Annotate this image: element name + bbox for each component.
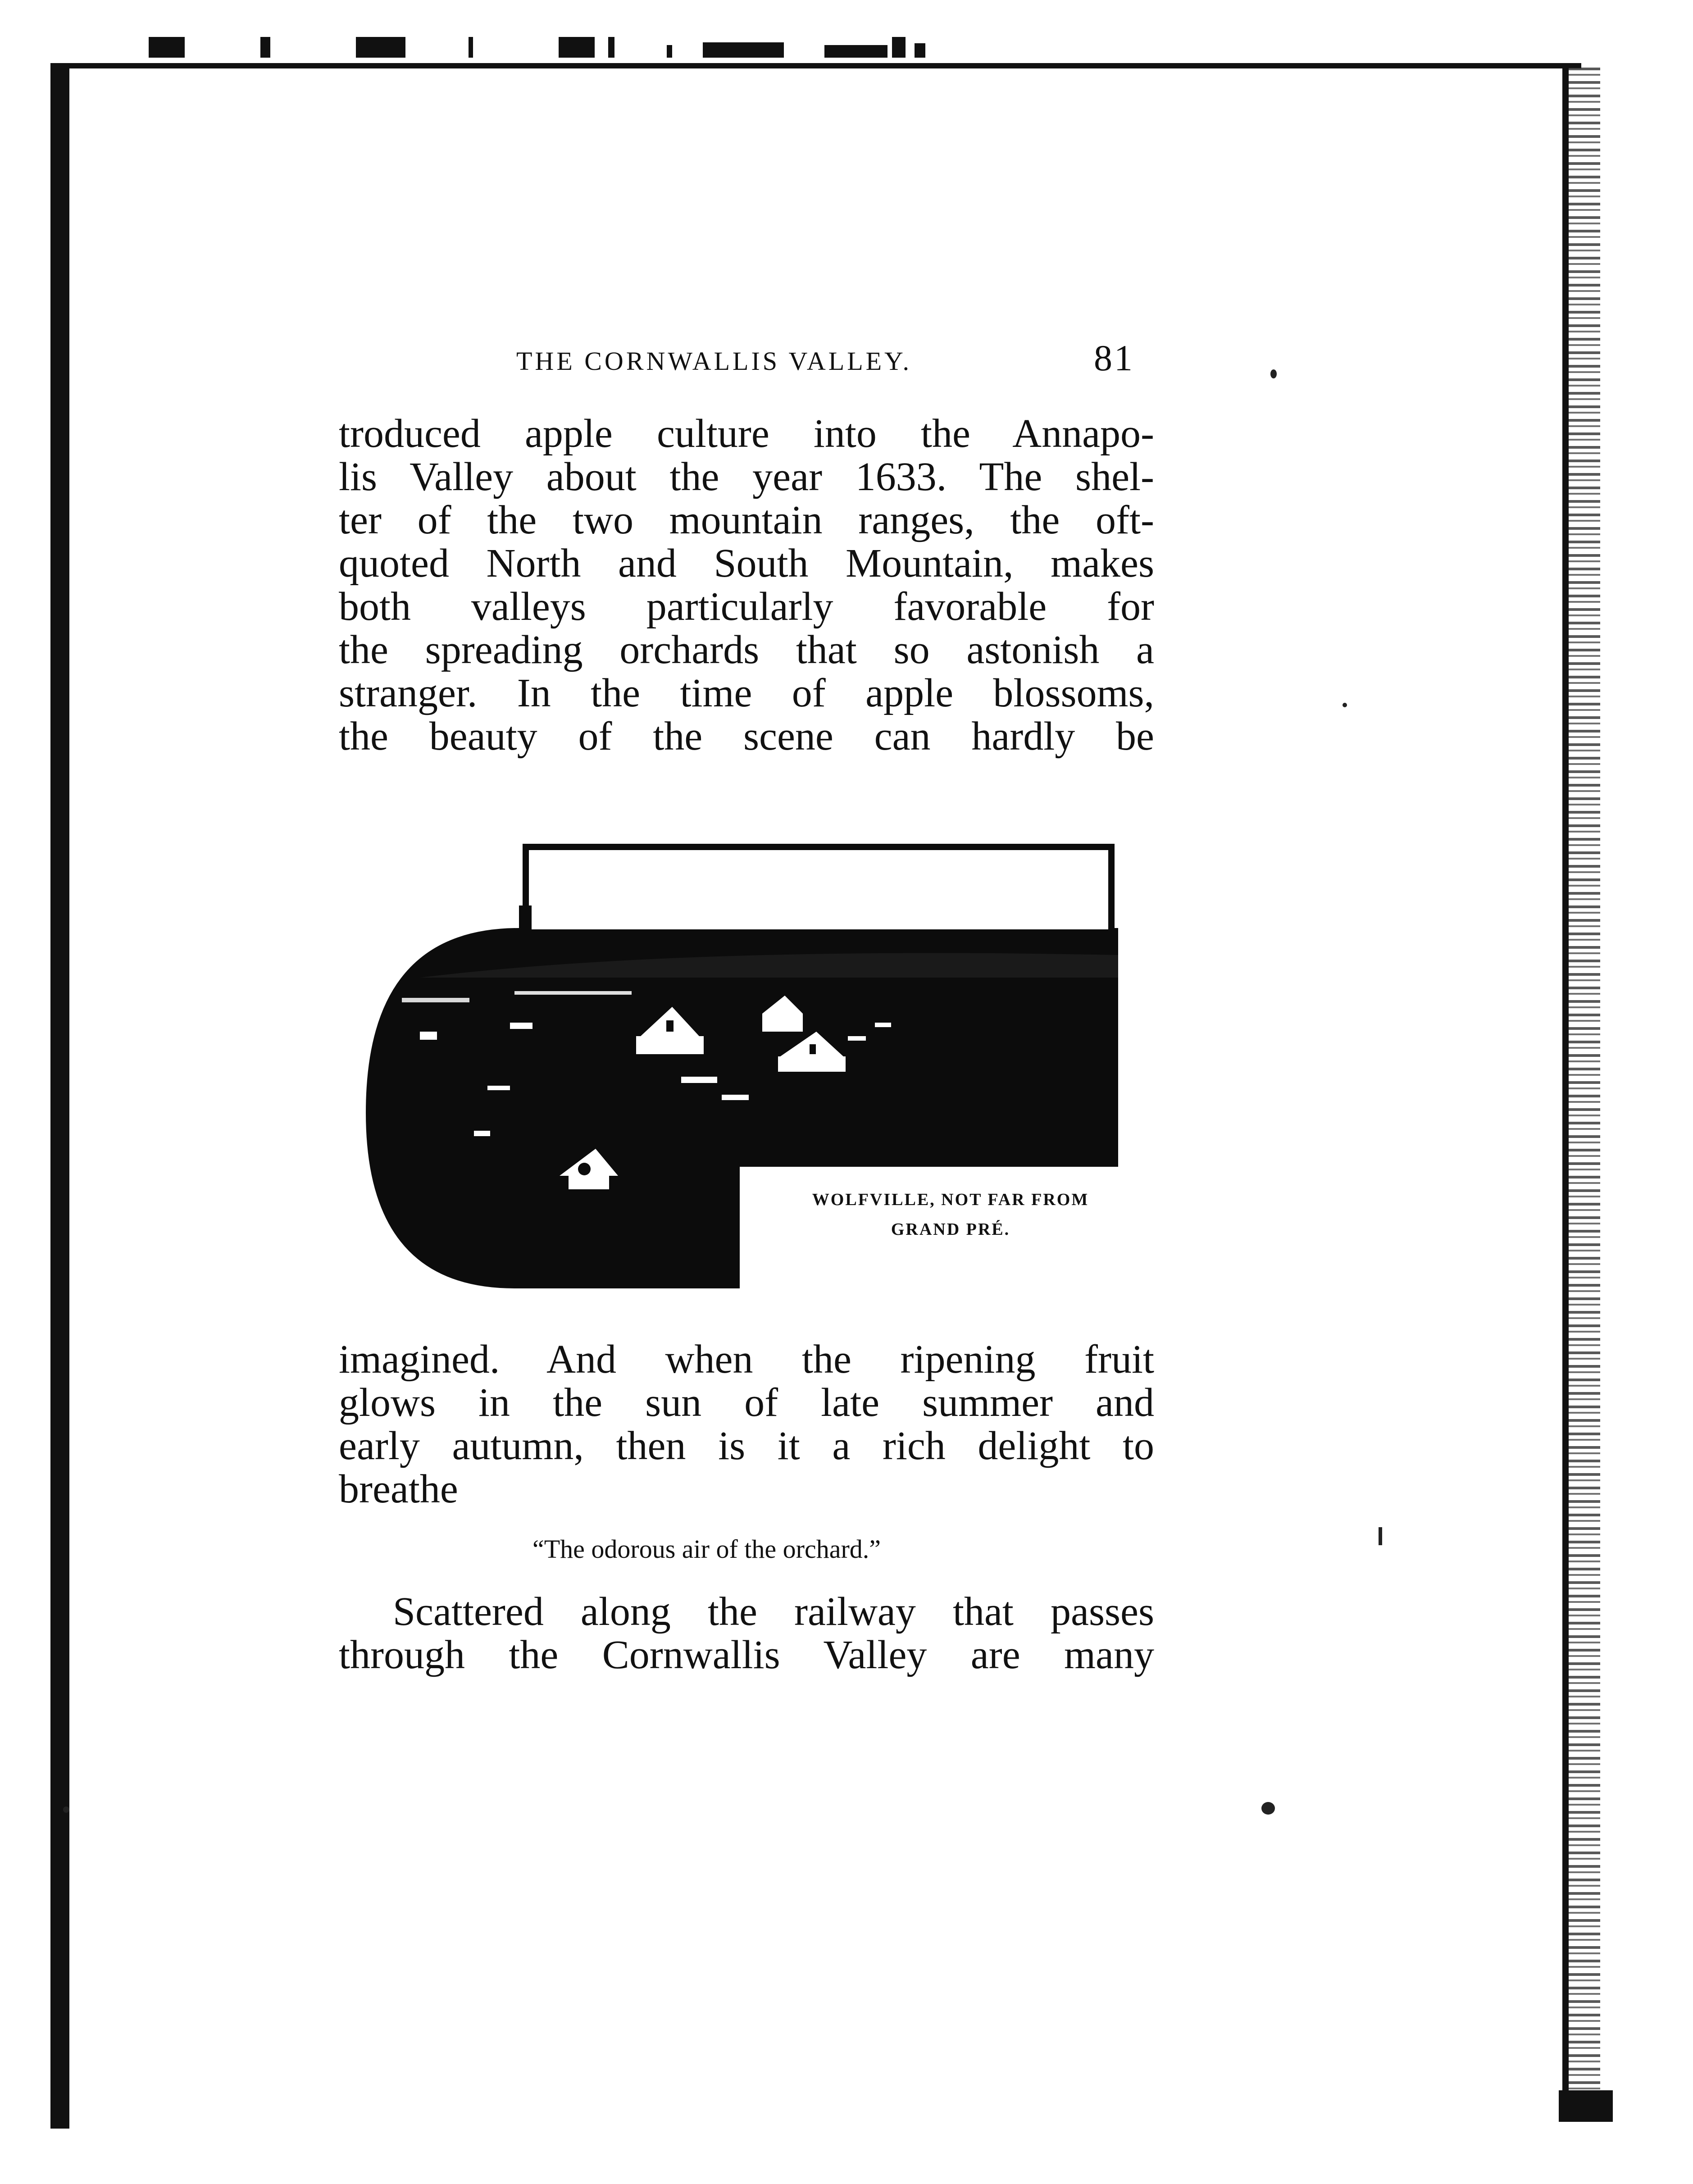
text-line: breathe xyxy=(339,1467,458,1511)
scan-speck xyxy=(1379,1527,1382,1545)
scan-speck xyxy=(1270,369,1277,378)
scan-edge-top xyxy=(68,63,1581,68)
page-number: 81 xyxy=(1094,337,1134,378)
scan-edge-right-texture xyxy=(1569,68,1600,2122)
caption-line: WOLFVILLE, NOT FAR FROM xyxy=(812,1190,1089,1209)
text-line: quoted North and South Mountain, makes xyxy=(339,541,1154,586)
scan-edge-left xyxy=(50,63,69,2129)
paragraph-3 xyxy=(339,1590,1154,1677)
caption-line: GRAND PRÉ. xyxy=(891,1220,1010,1239)
text-line: stranger. In the time of apple blossoms, xyxy=(339,671,1154,715)
text-line: troduced apple culture into the Annapo- xyxy=(339,411,1154,456)
illustration-caption xyxy=(779,1185,1122,1244)
scan-edge-right xyxy=(1562,67,1569,2121)
text-line: the spreading orchards that so astonish a xyxy=(339,628,1154,672)
running-head: THE CORNWALLIS VALLEY. xyxy=(516,346,912,376)
text-line: early autumn, then is it a rich delight to xyxy=(339,1424,1154,1468)
text-line: both valleys particularly favorable for xyxy=(339,584,1154,629)
paragraph-1 xyxy=(339,412,1154,758)
text-line: through the Cornwallis Valley are many xyxy=(339,1633,1154,1677)
scan-corner-bottom xyxy=(1559,2090,1613,2122)
text-line: glows in the sun of late summer and xyxy=(339,1380,1154,1425)
scan-speck xyxy=(63,1806,69,1813)
text-line: lis Valley about the year 1633. The shel- xyxy=(339,455,1154,499)
text-line: imagined. And when the ripening fruit xyxy=(339,1337,1154,1382)
orchard-quote: “The odorous air of the orchard.” xyxy=(532,1534,881,1564)
paragraph-2 xyxy=(339,1338,1154,1511)
scan-speck xyxy=(1261,1802,1275,1815)
text-line: the beauty of the scene can hardly be xyxy=(339,714,1154,759)
scan-speck xyxy=(1343,703,1347,707)
text-line: ter of the two mountain ranges, the oft- xyxy=(339,498,1154,542)
text-line: Scattered along the railway that passes xyxy=(393,1589,1154,1634)
